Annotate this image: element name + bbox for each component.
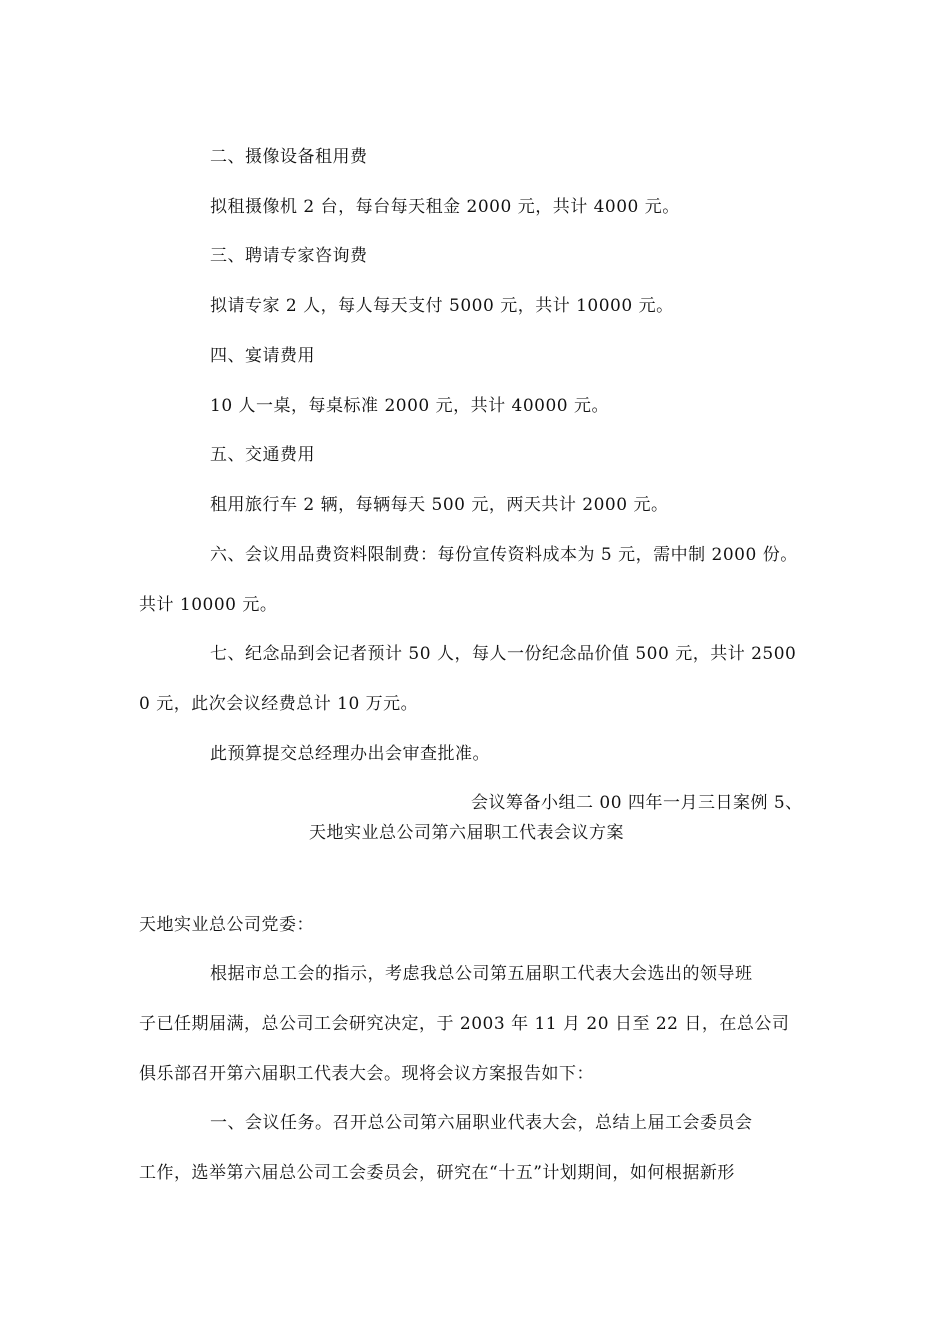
- paragraph-expert-fee: 拟请专家 2 人，每人每天支付 5000 元，共计 10000 元。: [210, 296, 674, 316]
- paragraph-meeting-task-line-2: 工作，选举第六届总公司工会委员会，研究在“十五”计划期间，如何根据新形: [139, 1163, 735, 1183]
- paragraph-camera-rental: 拟租摄像机 2 台，每台每天租金 2000 元，共计 4000 元。: [210, 197, 680, 217]
- paragraph-intro: 根据市总工会的指示，考虑我总公司第五届职工代表大会选出的领导班: [210, 964, 753, 984]
- paragraph-transport: 租用旅行车 2 辆，每辆每天 500 元，两天共计 2000 元。: [210, 495, 669, 515]
- paragraph-intro-line-2: 子已任期届满，总公司工会研究决定，于 2003 年 11 月 20 日至 22 日，在总公司: [139, 1014, 790, 1034]
- paragraph-materials-continued: 共计 10000 元。: [139, 595, 278, 615]
- paragraph-banquet: 10 人一桌，每桌标准 2000 元，共计 40000 元。: [210, 396, 609, 416]
- section-heading-banquet: 四、宴请费用: [210, 346, 315, 366]
- paragraph-intro-line-3: 俱乐部召开第六届职工代表大会。现将会议方案报告如下：: [139, 1064, 594, 1084]
- document-title: 天地实业总公司第六届职工代表会议方案: [309, 823, 624, 843]
- salutation: 天地实业总公司党委：: [139, 915, 314, 935]
- paragraph-materials: 六、会议用品费资料限制费：每份宣传资料成本为 5 元，需中制 2000 份。: [210, 545, 798, 565]
- section-heading-camera-rental: 二、摄像设备租用费: [210, 147, 368, 167]
- signature-line: 会议筹备小组二 00 四年一月三日案例 5、: [471, 793, 803, 813]
- paragraph-souvenirs-continued: 0 元，此次会议经费总计 10 万元。: [139, 694, 419, 714]
- paragraph-meeting-task: 一、会议任务。召开总公司第六届职业代表大会，总结上届工会委员会: [210, 1113, 753, 1133]
- paragraph-souvenirs: 七、纪念品到会记者预计 50 人，每人一份纪念品价值 500 元，共计 2500: [210, 644, 797, 664]
- section-heading-transport: 五、交通费用: [210, 445, 315, 465]
- section-heading-expert-fee: 三、聘请专家咨询费: [210, 246, 368, 266]
- paragraph-approval: 此预算提交总经理办出会审查批准。: [210, 744, 490, 764]
